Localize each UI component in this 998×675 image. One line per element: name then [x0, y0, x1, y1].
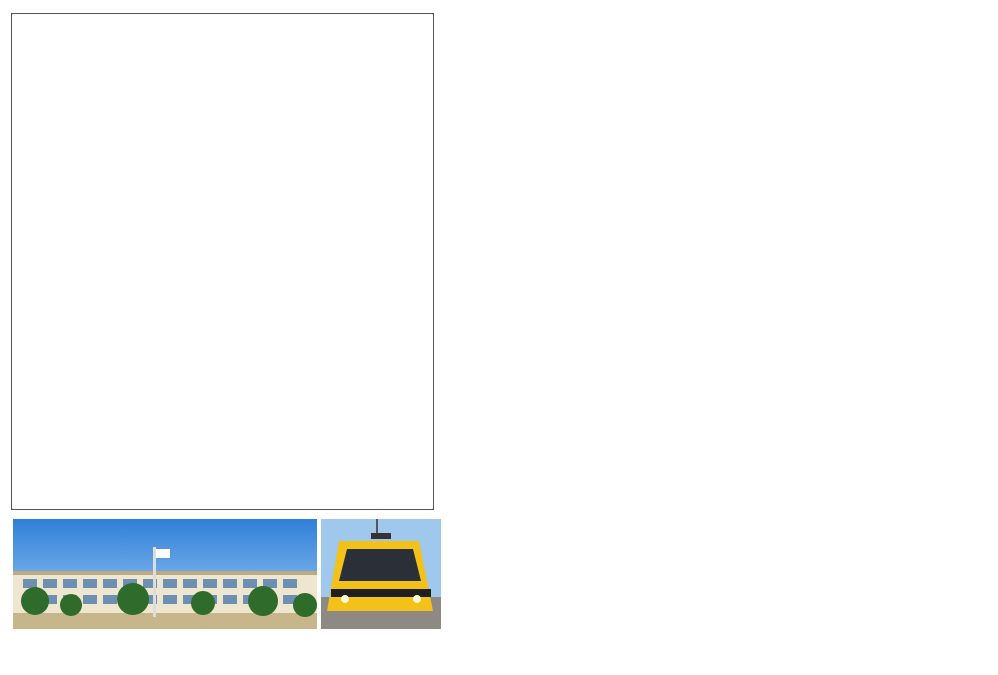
old-school-photo	[13, 519, 317, 629]
timeline	[539, 37, 981, 647]
history-box	[11, 13, 434, 510]
right-page	[499, 0, 998, 675]
corner-ornament	[11, 13, 29, 31]
corner-ornament	[416, 492, 434, 510]
light-rail-photo	[321, 519, 441, 629]
corner-ornament	[416, 13, 434, 31]
corner-ornament	[11, 492, 29, 510]
